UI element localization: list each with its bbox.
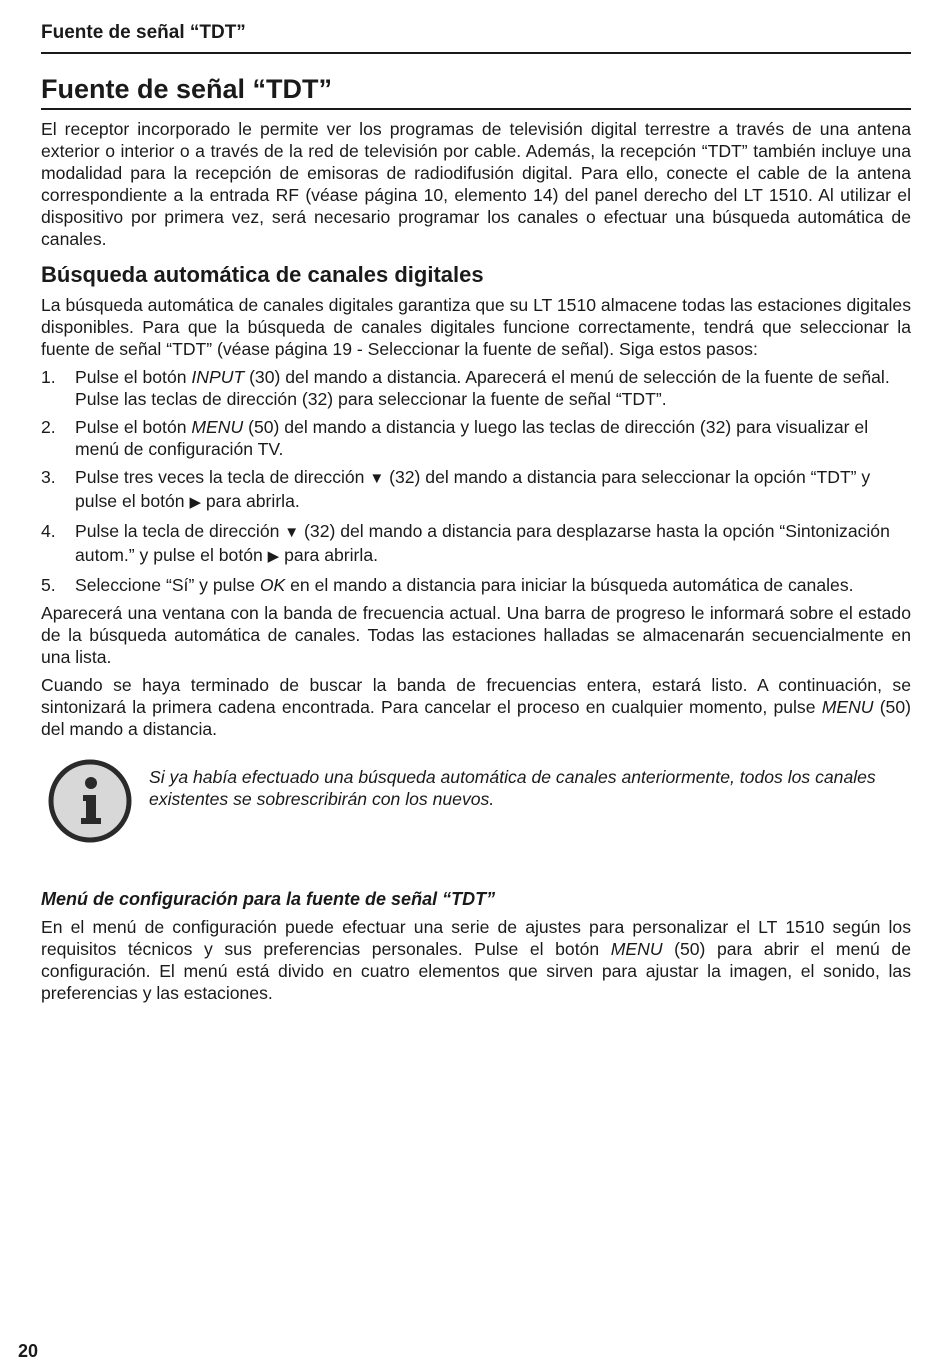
list-item [41,416,911,460]
step-number: 5. [41,575,56,595]
list-item [41,466,911,514]
intro-paragraph: El receptor incorporado le permite ver los programas de televisión digital terrestre a través de una antena exterior o interior o a través de la red de televisión por cable. Además, la recepción “TDT” también incluye una modalidad para la recepción de emisoras de radiodifusión digital. Para ello, conecte el cable de la antena correspondiente a la entrada RF (véase página 10, elemento 14) del panel derecho del LT 1510. Al utilizar el dispositivo por primera vez, será necesario programar los canales o efectuar una búsqueda automática de canales. [41,119,911,249]
section-heading: Búsqueda automática de canales digitales [41,262,484,287]
info-note-text: Si ya había efectuado una búsqueda automática de canales anteriormente, todos los canales existentes se sobrescribirán con los nuevos. [149,767,876,809]
content-body [41,118,911,1010]
step-text: (30) del mando a distancia. Aparecerá el menú de selección de la fuente de señal. Pulse las teclas de dirección (32) para seleccionar la fuente de señal “TDT”. [75,367,890,409]
step-text: (32) del mando a distancia para desplazarse hasta la opción “Sintonización autom.” y pulse el botón [75,521,890,565]
step-text: en el mando a distancia para iniciar la búsqueda automática de canales. [285,575,854,595]
step-text: Pulse el botón [75,417,192,437]
paragraph-text: En el menú de configuración puede efectuar una serie de ajustes para personalizar el LT 1510 según los requisitos técnicos y sus preferencias personales. Pulse el botón [41,917,911,959]
step-text: Seleccione “Sí” y pulse [75,575,260,595]
arrow-down-icon: ▼ [284,524,300,541]
step-text: para abrirla. [279,545,378,565]
paragraph-text: (50) del mando a distancia. [41,697,911,739]
finish-paragraph [41,674,911,740]
progress-paragraph: Aparecerá una ventana con la banda de frecuencia actual. Una barra de progreso le informará sobre el estado de la búsqueda automática de canales. Todas las estaciones halladas se almacenarán secuencialmente en una lista. [41,603,911,667]
running-header: Fuente de señal “TDT” [41,22,911,54]
step-text: (50) del mando a distancia y luego las teclas de dirección (32) para visualizar el menú de configuración TV. [75,417,869,459]
step-text: Pulse la tecla de dirección [75,521,285,541]
step-number: 4. [41,521,56,541]
list-item [41,574,911,596]
page-title: Fuente de señal “TDT” [41,74,911,110]
button-name: MENU [610,939,663,959]
step-number: 3. [41,467,56,487]
step-text: Pulse el botón [75,367,192,387]
step-text: para abrirla. [201,491,300,511]
info-icon [47,758,133,844]
button-name: OK [259,575,286,595]
section-intro-paragraph: La búsqueda automática de canales digitales garantiza que su LT 1510 almacene todas las estaciones digitales disponibles. Para que la búsqueda de canales digitales funcione correctamente, tendrá que seleccionar la fuente de señal “TDT” (véase página 19 - Seleccionar la fuente de señal). Siga estos pasos: [41,295,911,359]
info-note [41,758,911,844]
arrow-right-icon: ▶ [267,548,280,565]
step-number: 2. [41,417,56,437]
paragraph-text: Cuando se haya terminado de buscar la banda de frecuencias entera, estará listo. A continuación, se sintonizará la primera cadena encontrada. Para cancelar el proceso en cualquier momento, pulse [41,675,911,717]
subsection-heading: Menú de configuración para la fuente de señal “TDT” [41,889,496,909]
list-item [41,520,911,568]
subsection-paragraph [41,916,911,1004]
arrow-right-icon: ▶ [189,494,201,511]
button-name: INPUT [191,367,245,387]
list-item [41,366,911,410]
button-name: MENU [191,417,244,437]
page-number: 20 [18,1341,39,1361]
button-name: MENU [821,697,874,717]
step-text: (32) del mando a distancia para seleccionar la opción “TDT” y pulse el botón [75,467,871,511]
paragraph-text: (50) para abrir el menú de configuración. El menú está divido en cuatro elementos que sirven para ajustar la imagen, el sonido, las preferencias y las estaciones. [41,939,911,1003]
steps-list [41,366,911,596]
step-number: 1. [41,367,56,387]
arrow-down-icon: ▼ [369,470,385,487]
step-text: Pulse tres veces la tecla de dirección [75,467,370,487]
